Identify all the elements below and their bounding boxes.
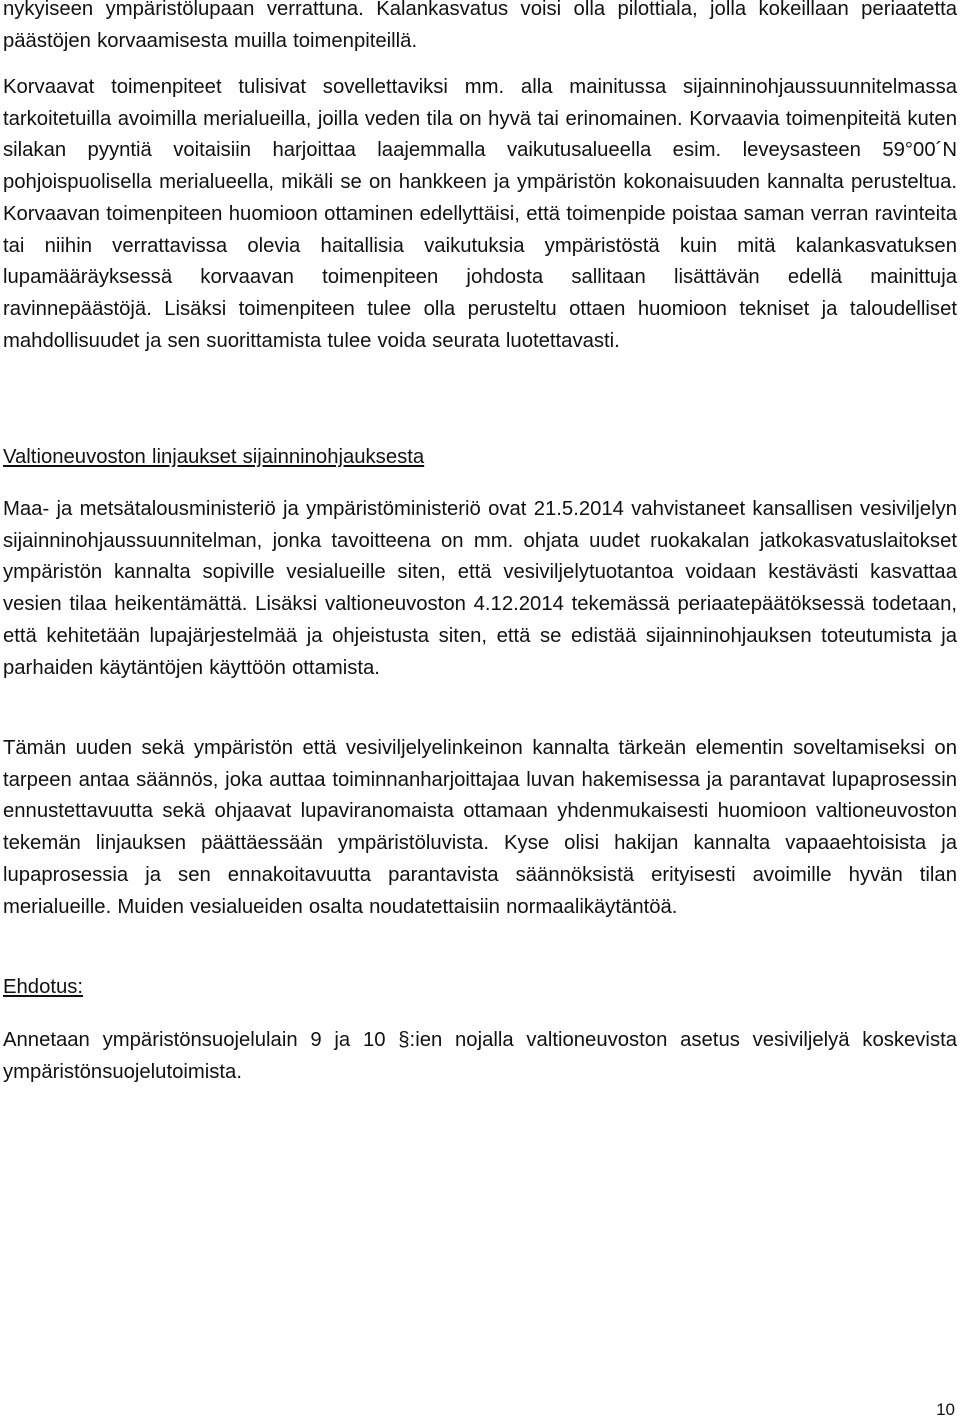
paragraph-compensating-measures: Korvaavat toimenpiteet tulisivat sovellettaviksi mm. alla mainitussa sijainninohjaussuunnitelmassa tarkoitetuilla avoimilla merialueilla, joilla veden tila on hyvä tai erinomainen. Korvaavia toimenpiteitä kuten silakan pyyntiä voitaisiin harjoittaa laajemmalla vaikutusalueella esim. leveysasteen 59°00´N pohjoispuolisella merialueella, mikäli se on hankkeen ja ympäristön kokonaisuuden kannalta perusteltua. Korvaavan toimenpiteen huomioon ottaminen edellyttäisi, että toimenpide poistaa saman verran ravinteita tai niihin verrattavissa olevia haitallisia vaikutuksia ympäristöstä kuin mitä kalankasvatuksen lupamääräyksessä korvaavan toimenpiteen johdosta sallitaan lisättävän edellä mainittuja ravinnepäästöjä. Lisäksi toimenpiteen tulee olla perusteltu ottaen huomioon tekniset ja taloudelliset mahdollisuudet ja sen suorittamista tulee voida seurata luotettavasti. <box>3 76 957 352</box>
section-heading-proposal: Ehdotus: <box>3 976 84 998</box>
section-heading-government-guidelines: Valtioneuvoston linjaukset sijainninohjauksesta <box>3 446 425 468</box>
paragraph-location-plan: Maa- ja metsätalousministeriö ja ympäristöministeriö ovat 21.5.2014 vahvistaneet kansallisen vesiviljelyn sijainninohjaussuunnitelman, jonka tavoitteena on mm. ohjata uudet ruokakalan jatkokasvatuslaitokset ympäristön kannalta sopiville vesialueille siten, että vesiviljelytuotantoa voidaan kestävästi kasvattaa vesien tilaa heikentämättä. Lisäksi valtioneuvoston 4.12.2014 tekemässä periaatepäätöksessä todetaan, että kehitetään lupajärjestelmää ja ohjeistusta siten, että se edistää sijainninohjauksen toteutumista ja parhaiden käytäntöjen käyttöön ottamista. <box>3 498 957 679</box>
paragraph-new-element: Tämän uuden sekä ympäristön että vesiviljelyelinkeinon kannalta tärkeän elementin soveltamiseksi on tarpeen antaa säännös, joka auttaa toiminnanharjoittajaa luvan hakemisessa ja parantavat lupaprosessin ennustettavuutta sekä ohjaavat lupaviranomaista ottamaan yhdenmukaisesti huomioon valtioneuvoston tekemän linjauksen päättäessään ympäristöluvista. Kyse olisi hakijan kannalta vapaaehtoisista ja lupaprosessia ja sen ennakoitavuutta parantavista säännöksistä erityisesti avoimille hyvän tilan merialueille. Muiden vesialueiden osalta noudatettaisiin normaalikäytäntöä. <box>3 737 957 918</box>
paragraph-intro: nykyiseen ympäristölupaan verrattuna. Kalankasvatus voisi olla pilottiala, jolla kokeillaan periaatetta päästöjen korvaamisesta muilla toimenpiteillä. <box>3 0 957 52</box>
page-number: 10 <box>936 1400 955 1419</box>
paragraph-proposal: Annetaan ympäristönsuojelulain 9 ja 10 §:ien nojalla valtioneuvoston asetus vesiviljelyä koskevista ympäristönsuojelutoimista. <box>3 1029 957 1083</box>
